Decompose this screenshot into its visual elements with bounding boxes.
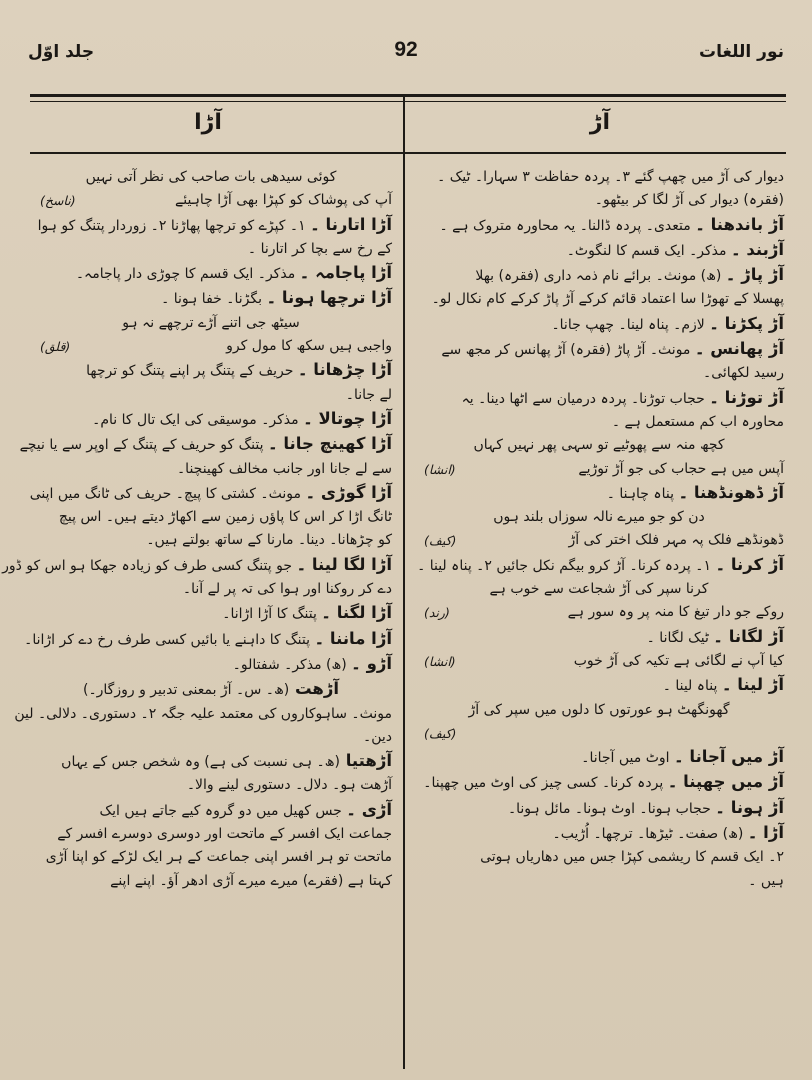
entry-line [414,213,784,238]
entry-text: دے کر روکنا اور ہوا کی تہ پر لے آنا۔ [182,581,392,598]
entry-text: ۲۔ ایک قسم کا ریشمی کپڑا جس میں دھاریاں ہوتی [480,849,784,866]
headword: آڑھت [289,679,340,699]
entry-text: پردہ کرنا۔ کسی چیز کی اوٹ میں چھپنا۔ [423,775,668,792]
verse-line [414,434,784,457]
header-rule-thin [30,101,786,102]
volume-label: جلد اوّل [28,42,95,62]
headword: آڑ توڑنا ۔ [709,387,784,407]
entry-line [414,337,784,362]
entry-text: کو چڑھانا۔ دینا۔ مارنا کے ساتھ بولتے ہیں۔ [146,532,392,549]
headword: آڑا اتارنا ۔ [310,214,392,234]
entry-line [414,870,784,893]
entry-line [414,312,784,337]
entry-text: حجاب ہونا۔ اوٹ ہونا۔ مائل ہونا۔ [507,800,716,817]
entry-text: محاورہ اب کم مستعمل ہے ۔ [611,413,784,430]
entry-text: لازم۔ پناہ لینا۔ چھپ جانا۔ [551,316,710,333]
entry-line [30,407,392,432]
entry-text: پھسلا کے تھوڑا سا اعتماد قائم کرکے آڑ پاڑ کرکے کام نکال لو۔ [431,291,784,308]
headword: آڑ پھانس ۔ [694,339,784,359]
entry-line [30,506,392,529]
entry-text: ٹانگ اڑا کر اس کا پاؤں زمین سے اکھاڑ دیتے ہیں۔ اس پیچ [58,509,392,526]
verse-line [414,578,784,601]
entry-text: (ھ۔ ہی نسبت کی ہے) وہ شخص جس کے یہاں [61,754,340,771]
entry-text: جس کھیل میں دو گروہ کیے جاتے ہیں ایک [99,802,347,819]
right-column-heading: آڑ [589,110,611,135]
entry-line [30,286,392,311]
entry-text: کے رخ سے بچا کر اتارنا ۔ [247,240,392,257]
entry-line [30,798,392,823]
entry-text: دیوار کی آڑ میں چھپ گئے ۳۔ پردہ حفاظت ۳ سہارا۔ ٹیک ۔ [437,169,784,185]
entry-line [2,553,392,578]
headword: آڑا پاجامہ ۔ [299,263,392,283]
headword: آڑ ہونا ۔ [715,797,784,817]
entry-text: اوٹ میں آجانا۔ [581,750,674,767]
entry-text: کچھ منہ سے پھوٹیے تو سہی پھر نہیں کہاں [473,437,725,454]
entry-text: متعدی۔ پردہ ڈالنا۔ یہ محاورہ متروک ہے ۔ [439,217,696,234]
entry-text: کیا آپ نے لگائی ہے تکیہ کی آڑ خوب [573,652,784,669]
entry-line [30,578,392,601]
verse-line [414,722,784,745]
headword: آڑ ڈھونڈھنا ۔ [678,482,784,502]
entry-line [414,238,784,263]
entry-line [30,601,392,626]
entry-text: مونث۔ کشتی کا پیچ۔ حریف کی ٹانگ میں اپنی [29,485,306,502]
entry-line [30,238,392,261]
poet-citation: (کیف) [424,725,457,741]
entry-line [24,627,392,652]
entry-text: مونث۔ ساہوکاروں کی معتمد علیہ جگہ ۲۔ دستوری۔ دلالی۔ لین [14,705,392,722]
headword: آڑا چوتالا ۔ [303,408,392,428]
entry-text: پتنگ کو حریف کے پتنگ کے اوپر سے یا نیچے [19,437,268,454]
entry-text: (فقرہ) دیوار کی آڑ لگا کر بیٹھو۔ [594,192,784,209]
entry-text: گھونگھٹ ہو عورتوں کا دلوں میں سپر کی آڑ [468,701,730,718]
verse-line [30,312,392,335]
entry-line [414,673,784,698]
entry-text: مونث۔ آڑ پاڑ (فقرہ) آڑ پھانس کر مجھ سے [441,342,695,359]
verse-line [30,166,392,189]
entry-text: آڑھت ہو۔ دلال۔ دستوری لینے والا۔ [186,777,392,794]
headword: آڑا ترچھا ہونا ۔ [266,288,392,308]
entry-text: پتنگ کا آڑا اڑانا۔ [222,606,322,623]
entry-text: جو پتنگ کسی طرف کو زیادہ جھکا ہو اس کو ڈور [2,557,297,574]
header-rule-thick [30,94,786,97]
headword: آڑا لگنا ۔ [321,603,392,623]
entry-text: ۱۔ پردہ کرنا۔ آڑ کرو بیگم نکل جائیں ۲۔ پناہ لینا ۔ [417,557,716,574]
entry-line [414,625,784,650]
poet-citation: (ناسخ) [40,193,76,209]
entry-line [30,458,392,481]
entry-text: ماتحت تو ہر افسر اپنی جماعت کے ہر ایک لڑکے کو اپنا آڑی [45,849,392,866]
headword: آڑ کرنا ۔ [715,554,784,574]
headword: آڑھتیا [339,751,392,771]
headword: آڑی ۔ [346,799,392,819]
entry-line [414,553,784,578]
verse-line [414,650,784,673]
running-header [28,36,784,76]
page-number: 92 [394,38,418,61]
entry-text: پناہ لینا ۔ [662,678,722,695]
verse-line [414,699,784,722]
entry-line [30,870,392,893]
entry-line [30,384,392,407]
entry-text: کہتا ہے (فقرے) میرے میرے آڑی ادھر آؤ۔ اپنے اپنے [110,872,392,889]
entry-line [414,263,784,288]
entry-line [414,411,784,434]
verse-line [414,529,784,552]
entry-line [414,386,784,411]
headword: آڑا کھینچ جانا ۔ [267,434,392,454]
poet-citation: (انشا) [424,461,456,477]
poet-citation: (رند) [424,605,450,621]
entry-text: (ھ) مذکر۔ شفتالو۔ [232,656,352,673]
entry-text: حجاب توڑنا۔ پردہ درمیان سے اٹھا دینا۔ یہ [461,390,710,407]
entry-text: کوئی سیدھی بات صاحب کی نظر آتی نہیں [85,169,337,185]
entry-text: ہیں ۔ [748,872,784,889]
entry-text: دین۔ [363,728,392,745]
entry-line [30,846,392,869]
entry-text: (ھ) صفت۔ ٹیڑھا۔ ترچھا۔ اُڑیب۔ [552,826,748,843]
poet-citation: (کیف) [424,533,457,549]
entry-text: لے جانا۔ [345,386,392,403]
entry-line [30,749,392,774]
entry-text: پناہ چاہنا ۔ [606,485,679,502]
verse-line [414,506,784,529]
verse-line [414,458,784,481]
entry-text: کرنا سپر کی آڑ شجاعت سے خوب ہے [489,581,709,598]
entry-text: واجبی ہیں سکھ کا مول کرو [226,338,392,355]
entry-text: جماعت ایک افسر کے ماتحت اور دوسری دوسرے افسر کے [57,826,392,843]
entry-line [414,770,784,795]
entry-line [414,745,784,770]
entry-line [30,481,392,506]
entry-text: سیٹھ جی اتنے آڑے ترچھے نہ ہو [122,314,300,331]
headword: آڑا لگا لینا ۔ [296,554,392,574]
entry-text: رسید لکھائی۔ [703,365,784,382]
entry-text: مذکر۔ ایک قسم کا لنگوٹ۔ [566,242,731,259]
column-divider [403,97,405,1069]
entry-text: ٹیک لگانا ۔ [646,629,714,646]
entry-line [30,652,392,677]
entry-line [30,213,392,238]
entry-line [30,726,392,749]
entry-text: آپس میں ہے حجاب کی جو آڑ توڑیے [578,460,784,477]
entry-text: حریف کے پتنگ پر اپنے پتنگ کو ترچھا [86,363,298,380]
entry-line [414,362,784,385]
entry-line [414,846,784,869]
verse-line [30,189,392,212]
entry-line [414,481,784,506]
headword: آڑ میں آجانا ۔ [674,747,784,767]
entry-line [30,823,392,846]
entry-text: پتنگ کا داہنے یا بائیں کسی طرف رخ دے کر اڑانا۔ [24,631,315,648]
poet-citation: (قلق) [40,339,71,355]
entry-text: (ھ۔ س۔ آڑ بمعنی تدبیر و روزگار۔) [82,682,290,699]
entry-line [14,703,392,726]
headword: آڑا گوڑی ۔ [305,482,392,502]
book-title: نور اللغات [699,42,784,62]
headword: آڑا ماننا ۔ [314,628,392,648]
entry-text: بگڑنا۔ خفا ہونا ۔ [161,291,267,308]
headword: آڑ میں چھپنا ۔ [667,772,784,792]
entry-line [414,166,784,189]
verse-line [30,677,392,702]
entry-line [414,821,784,846]
entry-text: دن کو جو میرے نالہ سوزاں بلند ہوں [493,509,705,526]
headword: آڑ باندھنا ۔ [695,214,784,234]
headword: آڑو ۔ [351,653,392,673]
entry-text: مذکر۔ ایک قسم کا چوڑی دار پاجامہ۔ [75,266,300,283]
entry-line [30,358,392,383]
entry-text: سے لے جانا اور جانب مخالف کھینچنا۔ [176,460,392,477]
entry-line [414,189,784,212]
entry-text: ڈھونڈھے فلک پہ مہر فلک اختر کی آڑ [568,532,784,549]
entry-text: ۱۔ کپڑے کو ترچھا پھاڑنا ۲۔ زوردار پتنگ کو ہوا [37,217,311,234]
verse-line [30,335,392,358]
headword: آڑبند ۔ [730,239,784,259]
entry-line [414,796,784,821]
headword: آڑ پاڑ ۔ [725,265,784,285]
column-heading-rule [30,152,786,154]
verse-line [414,601,784,624]
left-column-body [2,166,392,1066]
entry-text: آپ کی پوشاک کو کپڑا بھی آڑا چاہیئے [175,192,392,209]
entry-line [30,261,392,286]
left-column-heading: آڑا [194,110,222,135]
poet-citation: (انشا) [424,653,456,669]
entry-text: (ھ) مونث۔ برائے نام ذمہ داری (فقرہ) بھلا [475,268,726,285]
right-column-body [414,166,784,1066]
entry-line [19,432,392,457]
headword: آڑا ۔ [747,823,784,843]
entry-line [30,774,392,797]
entry-line [414,288,784,311]
headword: آڑا چڑھانا ۔ [297,360,392,380]
headword: آڑ پکڑنا ۔ [709,313,784,333]
entry-text: مذکر۔ موسیقی کی ایک تال کا نام۔ [92,411,304,428]
headword: آڑ لگانا ۔ [713,626,784,646]
entry-text: روکے جو دار تیغ کا منہ پر وہ سور ہے [567,604,784,621]
headword: آڑ لینا ۔ [721,675,784,695]
entry-line [30,529,392,552]
